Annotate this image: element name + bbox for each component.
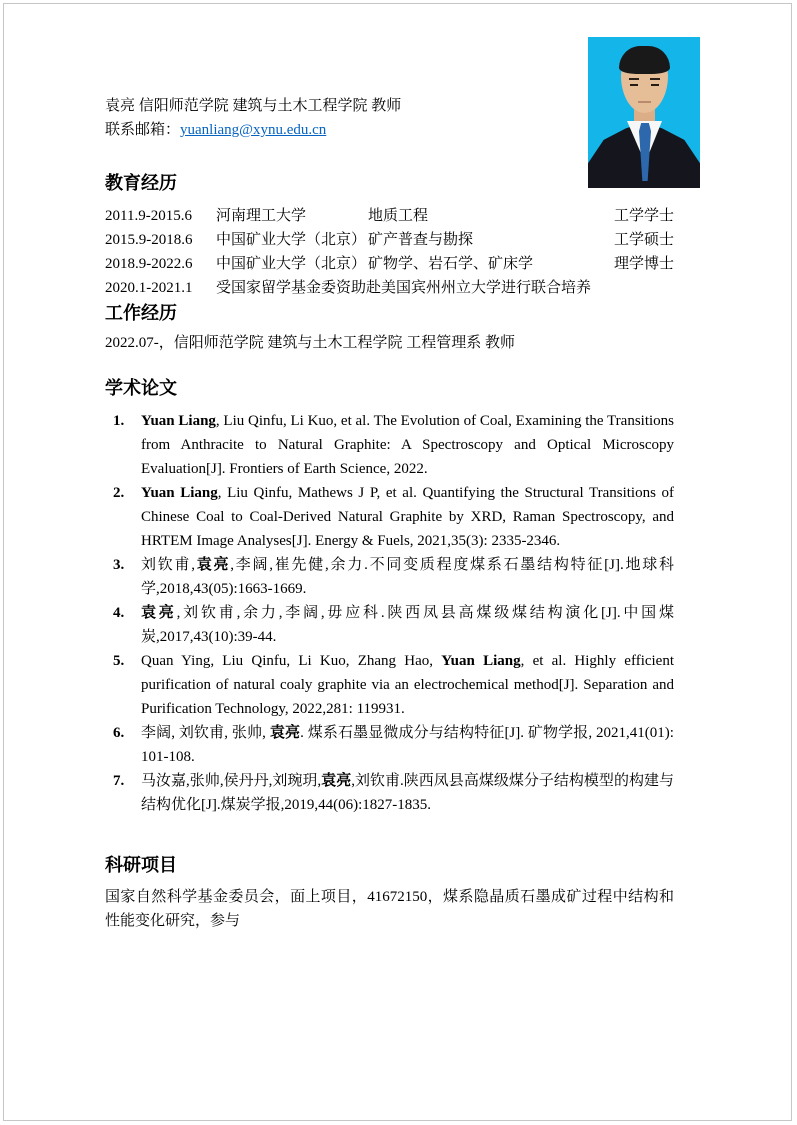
education-row [105, 204, 674, 228]
papers-list [105, 409, 674, 817]
section-heading-education: 教育经历 [105, 173, 177, 193]
paper-number: 3. [113, 557, 125, 573]
education-major: 矿物学、岩石学、矿床学 [368, 256, 534, 272]
paper-item [105, 409, 674, 481]
paper-item [105, 649, 674, 721]
paper-citation: 袁亮,刘钦甫,余力,李阔,毋应科.陕西凤县高煤级煤结构演化[J].中国煤炭,2017,43(10):39-44. [141, 605, 674, 645]
section-heading-papers: 学术论文 [105, 378, 177, 398]
education-major: 矿产普查与勘探 [368, 232, 474, 248]
paper-number: 4. [113, 605, 125, 621]
highlighted-author: Yuan Liang [141, 485, 218, 501]
paper-item [105, 481, 674, 553]
paper-citation: 刘钦甫,袁亮,李阔,崔先健,余力.不同变质程度煤系石墨结构特征[J].地球科学,2018,43(05):1663-1669. [141, 557, 674, 597]
section-heading-projects: 科研项目 [105, 855, 177, 875]
education-row [105, 252, 674, 276]
highlighted-author: 袁亮 [321, 773, 352, 789]
education-period: 2015.9-2018.6 [105, 232, 193, 248]
education-period: 2011.9-2015.6 [105, 208, 192, 224]
paper-citation: Quan Ying, Liu Qinfu, Li Kuo, Zhang Hao, Yuan Liang, et al. Highly efficient purification of natural coaly graphite via an electrochemical method[J]. Separation and Purification Technology, 2022,281: 119931. [141, 653, 675, 717]
paper-number: 7. [113, 773, 125, 789]
education-degree: 工学硕士 [613, 232, 674, 248]
highlighted-author: 袁亮 [195, 557, 231, 573]
education-school: 河南理工大学 [216, 208, 307, 224]
work-entry: 2022.07-，信阳师范学院 建筑与土木工程学院 工程管理系 教师 [105, 335, 515, 351]
paper-number: 1. [113, 413, 125, 429]
section-heading-work: 工作经历 [105, 303, 177, 323]
paper-citation: Yuan Liang, Liu Qinfu, Li Kuo, et al. The Evolution of Coal, Examining the Transitions from Anthracite to Natural Graphite: A Spectroscopy and Optical Microscopy Evaluation[J]. Frontiers of Earth Science, 2022. [141, 413, 674, 477]
education-school: 中国矿业大学（北京） [216, 256, 367, 272]
paper-citation: 李阔, 刘钦甫, 张帅, 袁亮. 煤系石墨显微成分与结构特征[J]. 矿物学报, 2021,41(01): 101-108. [141, 725, 674, 765]
paper-item [105, 769, 674, 817]
education-period: 2018.9-2022.6 [105, 256, 193, 272]
education-table [105, 204, 674, 300]
education-row [105, 276, 674, 300]
resume-content [4, 4, 791, 933]
email-line [105, 118, 674, 142]
paper-item [105, 601, 674, 649]
paper-citation: 马汝嘉,张帅,侯丹丹,刘琬玥,袁亮,刘钦甫.陕西凤县高煤级煤分子结构模型的构建与结构优化[J].煤炭学报,2019,44(06):1827-1835. [141, 773, 674, 813]
paper-item [105, 721, 674, 769]
highlighted-author: Yuan Liang [141, 413, 216, 429]
email-label: 联系邮箱： [105, 122, 181, 138]
person-title: 袁亮 信阳师范学院 建筑与土木工程学院 教师 [105, 98, 402, 114]
highlighted-author: Yuan Liang [441, 653, 521, 669]
paper-citation: Yuan Liang, Liu Qinfu, Mathews J P, et al. Quantifying the Structural Transitions of Chinese Coal to Coal-Derived Natural Graphite by XRD, Raman Spectroscopy, and HRTEM Image Analyses[J]. Energy & Fuels, 2021,35(3): 2335-2346. [141, 485, 674, 549]
paper-number: 6. [113, 725, 125, 741]
highlighted-author: 袁亮 [269, 725, 301, 741]
education-row [105, 228, 674, 252]
education-note: 受国家留学基金委资助赴美国宾州州立大学进行联合培养 [216, 280, 592, 296]
paper-item [105, 553, 674, 601]
document-page [3, 3, 792, 1121]
email-link[interactable]: yuanliang@xynu.edu.cn [180, 122, 327, 138]
paper-number: 2. [113, 485, 125, 501]
education-major: 地质工程 [368, 208, 429, 224]
education-degree: 理学博士 [613, 256, 674, 272]
project-entry: 国家自然科学基金委员会，面上项目，41672150，煤系隐晶质石墨成矿过程中结构和性能变化研究，参与 [105, 889, 674, 929]
education-school: 中国矿业大学（北京） [216, 232, 367, 248]
paper-number: 5. [113, 653, 125, 669]
highlighted-author: 袁亮 [141, 605, 177, 621]
education-degree: 工学学士 [613, 208, 674, 224]
education-period: 2020.1-2021.1 [105, 280, 193, 296]
